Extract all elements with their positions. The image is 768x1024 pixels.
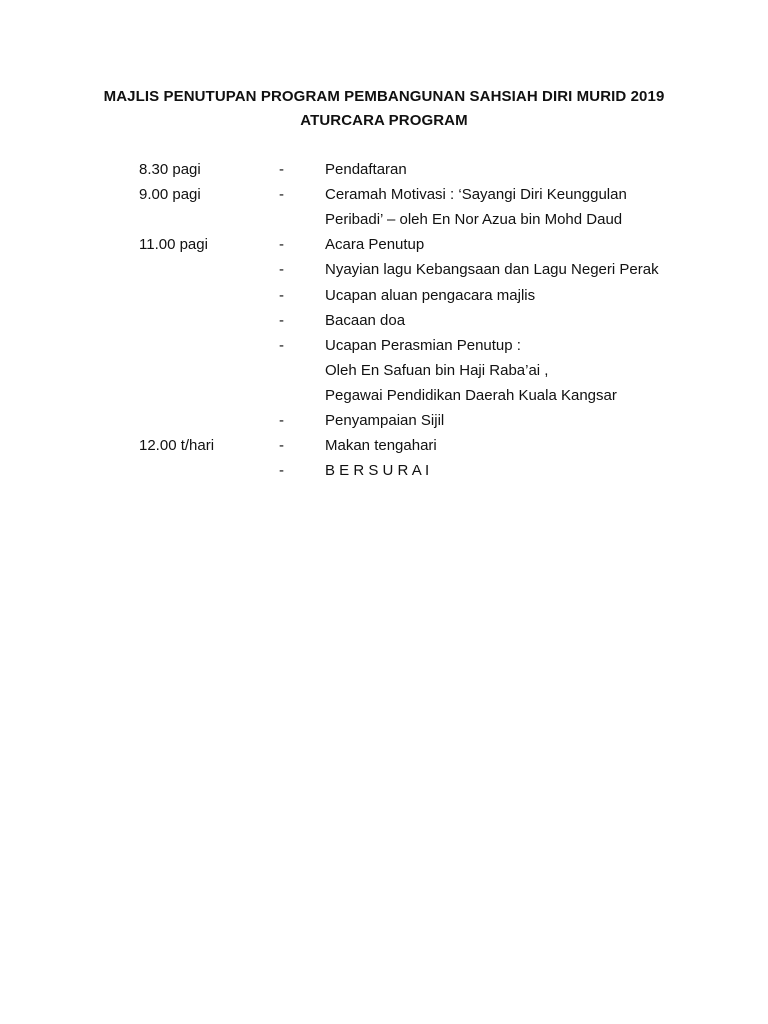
schedule-row (0, 234, 768, 256)
schedule-time: 9.00 pagi (139, 186, 201, 203)
schedule-dash: - (279, 161, 284, 178)
schedule-item: Nyayian lagu Kebangsaan dan Lagu Negeri Perak (325, 261, 659, 278)
schedule-row (0, 335, 768, 357)
schedule-item: Bacaan doa (325, 312, 406, 329)
schedule-item: Ucapan Perasmian Penutup : (325, 337, 521, 354)
schedule-time: 11.00 pagi (139, 236, 208, 253)
schedule-dash: - (279, 287, 284, 304)
schedule-dash: - (279, 261, 284, 278)
schedule-row (0, 285, 768, 307)
schedule-row (0, 435, 768, 457)
document-title: MAJLIS PENUTUPAN PROGRAM PEMBANGUNAN SAHSIAH DIRI MURID 2019 (103, 88, 665, 105)
schedule-dash: - (279, 437, 284, 454)
schedule-item: Ceramah Motivasi : ‘Sayangi Diri Keunggulan (325, 186, 627, 203)
schedule-row (0, 460, 768, 482)
schedule-item: Penyampaian Sijil (325, 412, 445, 429)
schedule-dash: - (279, 312, 284, 329)
schedule-time: 8.30 pagi (139, 161, 201, 178)
schedule-item: Oleh En Safuan bin Haji Raba’ai , (325, 362, 549, 379)
schedule-time: 12.00 t/hari (139, 437, 215, 454)
schedule-item: Pegawai Pendidikan Daerah Kuala Kangsar (325, 387, 617, 404)
schedule-dash: - (279, 337, 284, 354)
schedule-item: B E R S U R A I (325, 462, 430, 479)
schedule-dash: - (279, 186, 284, 203)
schedule-row (0, 159, 768, 181)
schedule-row (0, 259, 768, 281)
schedule-item: Pendaftaran (325, 161, 407, 178)
schedule-row (0, 310, 768, 332)
document-subtitle: ATURCARA PROGRAM (300, 112, 468, 129)
schedule-row (0, 410, 768, 432)
schedule-row (0, 360, 768, 382)
schedule-item: Ucapan aluan pengacara majlis (325, 287, 536, 304)
schedule-item: Peribadi’ – oleh En Nor Azua bin Mohd Daud (325, 211, 623, 228)
schedule-item: Acara Penutup (325, 236, 425, 253)
schedule-dash: - (279, 462, 284, 479)
schedule-row (0, 385, 768, 407)
schedule-dash: - (279, 236, 284, 253)
schedule-row (0, 209, 768, 231)
schedule-item: Makan tengahari (325, 437, 437, 454)
schedule-dash: - (279, 412, 284, 429)
schedule-row (0, 184, 768, 206)
